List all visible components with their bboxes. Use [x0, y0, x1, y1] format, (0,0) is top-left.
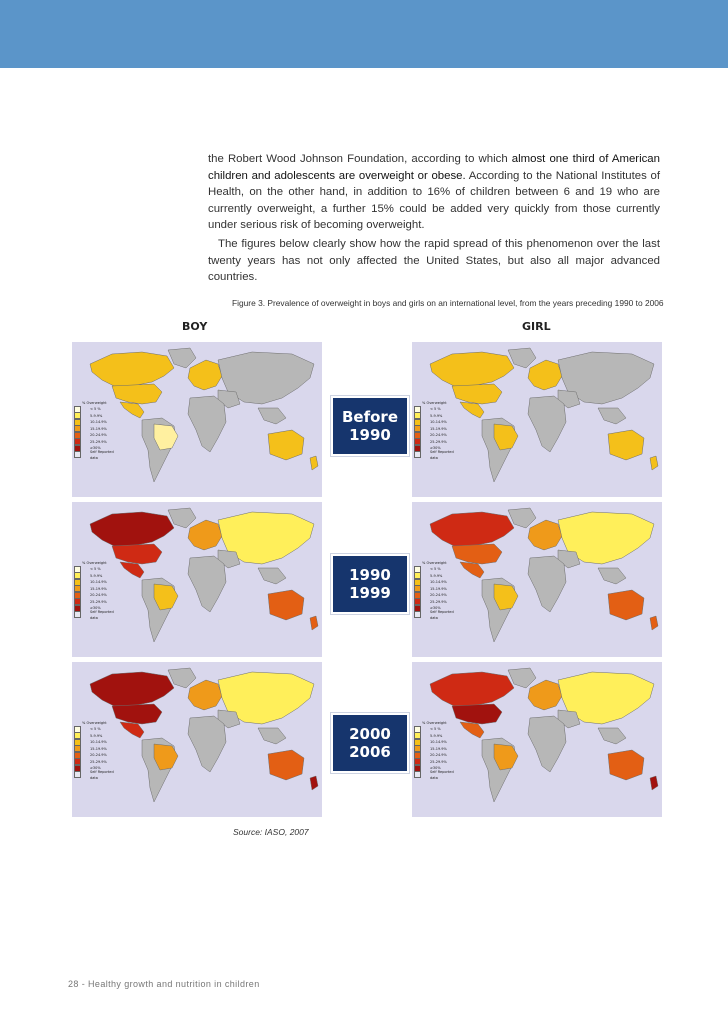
- legend-label: 20-24.9%: [90, 753, 107, 758]
- legend-swatch: [74, 451, 81, 458]
- legend-label: ≥30%: [90, 766, 101, 771]
- southeast-asia-region: [598, 408, 626, 424]
- legend-item: [74, 769, 120, 780]
- map-legend: [414, 560, 460, 618]
- africa-region: [188, 556, 226, 612]
- europe-region: [188, 360, 222, 390]
- europe-region: [528, 520, 562, 550]
- legend-label: 10-14.9%: [90, 580, 107, 585]
- legend-label: 10-14.9%: [430, 420, 447, 425]
- period-line-1: 1990: [349, 566, 391, 584]
- map-legend: [74, 560, 120, 618]
- legend-label: 20-24.9%: [90, 433, 107, 438]
- mexico-region: [460, 722, 484, 738]
- mexico-region: [460, 562, 484, 578]
- legend-label: 5-9.9%: [90, 733, 103, 738]
- legend-label: < 5 %: [430, 407, 441, 412]
- legend-label: 25-29.9%: [90, 599, 107, 604]
- period-line-2: 1990: [349, 426, 391, 444]
- period-line-1: Before: [341, 408, 398, 426]
- legend-title: % Overweight: [422, 401, 447, 405]
- figure-caption: Figure 3. Prevalence of overweight in boys and girls on an international level, from the years preceding 1990 to 2006: [232, 298, 664, 308]
- legend-swatch: [414, 451, 421, 458]
- legend-title: % Overweight: [422, 721, 447, 725]
- north-america-region: [430, 512, 514, 546]
- north-america-region: [90, 352, 174, 386]
- legend-label: Self Reported data: [430, 449, 454, 460]
- europe-region: [528, 360, 562, 390]
- legend-label: 20-24.9%: [430, 753, 447, 758]
- legend-swatch: [414, 611, 421, 618]
- australia-region: [268, 750, 304, 780]
- legend-label: 15-19.9%: [430, 746, 447, 751]
- map-girl-2000-2006: [412, 662, 662, 817]
- africa-region: [188, 396, 226, 452]
- paragraph-1-emphasis: almost one third of American children and adolescents are overweight or obese.: [208, 153, 660, 182]
- legend-label: 5-9.9%: [430, 413, 443, 418]
- legend-swatch: [414, 771, 421, 778]
- period-line-2: 1999: [349, 584, 391, 602]
- legend-label: 15-19.9%: [430, 586, 447, 591]
- legend-label: 20-24.9%: [430, 593, 447, 598]
- legend-label: 5-9.9%: [90, 413, 103, 418]
- source-note: Source: IASO, 2007: [233, 827, 309, 837]
- boy-column-heading: BOY: [182, 320, 208, 333]
- legend-title: % Overweight: [82, 721, 107, 725]
- australia-region: [608, 750, 644, 780]
- legend-label: 5-9.9%: [90, 573, 103, 578]
- period-box-before-1990: [331, 396, 409, 456]
- legend-label: ≥30%: [430, 446, 441, 451]
- paragraph-1-end: According to the National Institutes of Health, on the other hand, in addition to 16% of children between 6 and 19 who are currently overweight, a further 15% could be added very quickly from those currently under serious risk of becoming overweight.: [208, 169, 660, 231]
- top-header-bar: [0, 0, 728, 68]
- legend-label: 5-9.9%: [430, 733, 443, 738]
- map-legend: [74, 720, 120, 778]
- mexico-region: [120, 722, 144, 738]
- legend-label: 25-29.9%: [90, 759, 107, 764]
- legend-label: 25-29.9%: [430, 599, 447, 604]
- legend-label: < 5 %: [90, 727, 101, 732]
- new-zealand-region: [650, 616, 658, 630]
- map-girl-before-1990: [412, 342, 662, 497]
- legend-label: 25-29.9%: [430, 439, 447, 444]
- new-zealand-region: [650, 456, 658, 470]
- map-boy-before-1990: [72, 342, 322, 497]
- africa-region: [528, 556, 566, 612]
- europe-region: [188, 520, 222, 550]
- australia-region: [268, 590, 304, 620]
- north-america-region: [430, 672, 514, 706]
- legend-label: 15-19.9%: [90, 426, 107, 431]
- new-zealand-region: [310, 776, 318, 790]
- legend-label: < 5 %: [430, 727, 441, 732]
- legend-label: ≥30%: [430, 606, 441, 611]
- legend-label: 10-14.9%: [430, 740, 447, 745]
- paragraph-1-start: the Robert Wood Johnson Foundation, according to which: [208, 153, 512, 165]
- mexico-region: [120, 562, 144, 578]
- legend-label: Self Reported data: [430, 769, 454, 780]
- southeast-asia-region: [258, 728, 286, 744]
- africa-region: [528, 716, 566, 772]
- southeast-asia-region: [258, 408, 286, 424]
- legend-title: % Overweight: [82, 561, 107, 565]
- australia-region: [608, 430, 644, 460]
- legend-item: [74, 449, 120, 460]
- north-america-region: [90, 512, 174, 546]
- legend-label: 10-14.9%: [430, 580, 447, 585]
- period-box-1990-1999: [331, 554, 409, 614]
- legend-item: [74, 609, 120, 620]
- new-zealand-region: [310, 616, 318, 630]
- period-box-2000-2006: [331, 713, 409, 773]
- north-america-region: [90, 672, 174, 706]
- southeast-asia-region: [598, 728, 626, 744]
- legend-item: [414, 769, 460, 780]
- legend-label: < 5 %: [90, 407, 101, 412]
- legend-label: 25-29.9%: [90, 439, 107, 444]
- legend-label: < 5 %: [90, 567, 101, 572]
- legend-label: 5-9.9%: [430, 573, 443, 578]
- africa-region: [188, 716, 226, 772]
- legend-title: % Overweight: [82, 401, 107, 405]
- period-line-2: 2006: [349, 743, 391, 761]
- africa-region: [528, 396, 566, 452]
- southeast-asia-region: [258, 568, 286, 584]
- page-footer: 28 - Healthy growth and nutrition in children: [68, 979, 260, 989]
- legend-title: % Overweight: [422, 561, 447, 565]
- new-zealand-region: [650, 776, 658, 790]
- legend-label: < 5 %: [430, 567, 441, 572]
- legend-label: 15-19.9%: [430, 426, 447, 431]
- australia-region: [608, 590, 644, 620]
- europe-region: [528, 680, 562, 710]
- legend-label: Self Reported data: [430, 609, 454, 620]
- legend-label: ≥30%: [430, 766, 441, 771]
- legend-label: 25-29.9%: [430, 759, 447, 764]
- period-line-1: 2000: [349, 725, 391, 743]
- legend-label: 10-14.9%: [90, 420, 107, 425]
- legend-label: Self Reported data: [90, 769, 114, 780]
- north-america-region: [430, 352, 514, 386]
- map-legend: [74, 400, 120, 458]
- girl-column-heading: GIRL: [522, 320, 551, 333]
- legend-label: ≥30%: [90, 606, 101, 611]
- legend-item: [414, 449, 460, 460]
- australia-region: [268, 430, 304, 460]
- legend-item: [414, 609, 460, 620]
- legend-label: 15-19.9%: [90, 586, 107, 591]
- paragraph-1: [208, 151, 660, 234]
- southeast-asia-region: [598, 568, 626, 584]
- new-zealand-region: [310, 456, 318, 470]
- legend-label: 15-19.9%: [90, 746, 107, 751]
- legend-label: 20-24.9%: [90, 593, 107, 598]
- map-girl-1990-1999: [412, 502, 662, 657]
- legend-label: 10-14.9%: [90, 740, 107, 745]
- map-legend: [414, 720, 460, 778]
- mexico-region: [120, 402, 144, 418]
- legend-swatch: [74, 771, 81, 778]
- legend-label: ≥30%: [90, 446, 101, 451]
- legend-label: Self Reported data: [90, 449, 114, 460]
- europe-region: [188, 680, 222, 710]
- map-boy-1990-1999: [72, 502, 322, 657]
- paragraph-2: The figures below clearly show how the rapid spread of this phenomenon over the last twenty years has not only affected the United States, but also all major advanced countries.: [208, 238, 660, 283]
- map-legend: [414, 400, 460, 458]
- legend-label: 20-24.9%: [430, 433, 447, 438]
- legend-label: Self Reported data: [90, 609, 114, 620]
- map-boy-2000-2006: [72, 662, 322, 817]
- mexico-region: [460, 402, 484, 418]
- legend-swatch: [74, 611, 81, 618]
